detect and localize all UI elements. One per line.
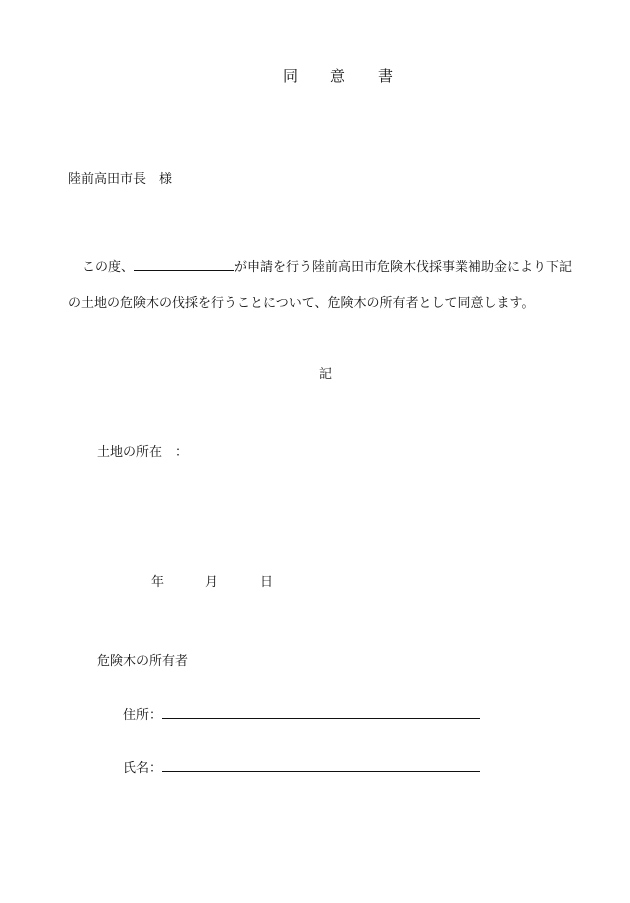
date-year: 年 — [151, 575, 165, 590]
title-char: 意 — [330, 67, 346, 85]
address-blank[interactable] — [162, 706, 480, 719]
name-label: 氏名： — [123, 761, 163, 776]
date-day: 日 — [260, 575, 274, 590]
land-location-label: 土地の所在 ： — [97, 445, 189, 460]
document-title — [0, 68, 630, 86]
body-line-2: の土地の危険木の伐採を行うことについて、危険木の所有者として同意します。 — [68, 296, 535, 311]
address-row — [123, 706, 480, 724]
body-prefix: この度、 — [82, 260, 135, 275]
body-line-1 — [82, 258, 572, 276]
addressee: 陸前高田市長 様 — [68, 172, 173, 187]
date-month: 月 — [205, 575, 219, 590]
applicant-blank[interactable] — [134, 258, 234, 271]
ki-heading: 記 — [319, 367, 333, 382]
title-char: 書 — [378, 67, 394, 85]
owner-heading: 危険木の所有者 — [97, 654, 189, 669]
address-label: 住所： — [123, 708, 163, 723]
body-suffix: が申請を行う陸前高田市危険木伐採事業補助金により下記 — [234, 260, 573, 275]
name-blank[interactable] — [162, 759, 480, 772]
title-char: 同 — [283, 67, 299, 85]
name-row — [123, 759, 480, 777]
